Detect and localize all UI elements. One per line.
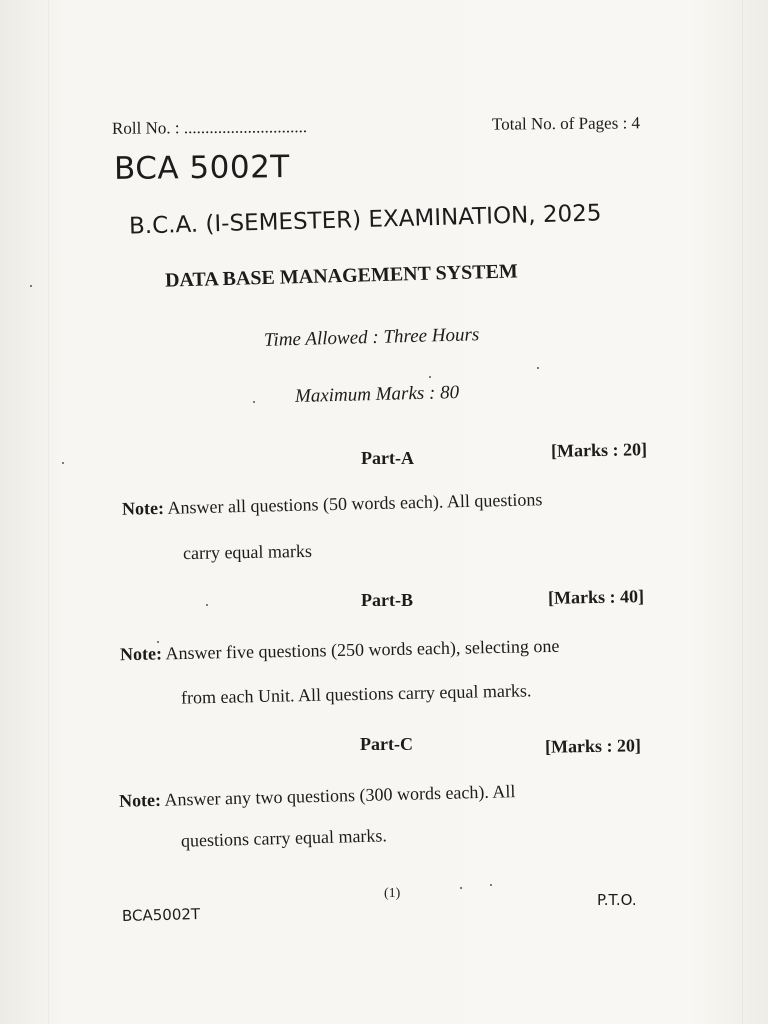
scan-speck: [62, 462, 64, 464]
part-a-note-line1: [122, 489, 543, 520]
note-text: Answer any two questions (300 words each). All: [164, 781, 516, 810]
maximum-marks: Maximum Marks : 80: [294, 381, 460, 408]
part-c-note-line1: [119, 781, 516, 812]
footer-paper-code: BCA5002T: [121, 904, 201, 926]
scan-shadow: [742, 0, 743, 1024]
scan-speck: [460, 887, 462, 889]
please-turn-over: P.T.O.: [597, 891, 637, 909]
scan-shadow: [48, 0, 49, 1024]
scan-speck: [253, 401, 255, 403]
note-label: Note:: [119, 643, 163, 665]
scan-speck: [30, 285, 32, 287]
page-number: (1): [384, 886, 401, 901]
scan-speck: [537, 367, 539, 369]
note-label: Note:: [121, 497, 165, 519]
scan-speck: [206, 604, 208, 606]
scan-speck: [490, 884, 492, 886]
part-b-note-line1: [120, 636, 560, 665]
paper-code: BCA 5002T: [113, 149, 290, 187]
time-allowed: Time Allowed : Three Hours: [263, 324, 480, 351]
note-label: Note:: [118, 789, 162, 811]
scan-speck: [157, 641, 159, 643]
note-text: Answer five questions (250 words each), selecting one: [165, 635, 560, 664]
part-b-marks: [Marks : 40]: [547, 586, 645, 608]
part-a-note-line2: carry equal marks: [182, 540, 313, 564]
part-a-marks: [Marks : 20]: [550, 439, 648, 461]
part-c-marks: [Marks : 20]: [544, 735, 642, 757]
part-c-heading: Part-C: [360, 734, 413, 754]
part-c-note-line2: questions carry equal marks.: [180, 825, 388, 851]
part-a-heading: Part-A: [361, 448, 414, 468]
part-b-heading: Part-B: [361, 590, 413, 610]
scan-speck: [429, 376, 431, 378]
subject-title: DATA BASE MANAGEMENT SYSTEM: [164, 260, 519, 292]
note-text: Answer all questions (50 words each). All questions: [167, 489, 543, 518]
exam-title: B.C.A. (I-SEMESTER) EXAMINATION, 2025: [128, 200, 602, 240]
part-b-note-line2: from each Unit. All questions carry equal marks.: [180, 680, 532, 708]
roll-number: Roll No. : .............................: [111, 117, 308, 138]
total-pages: Total No. of Pages : 4: [491, 113, 641, 134]
